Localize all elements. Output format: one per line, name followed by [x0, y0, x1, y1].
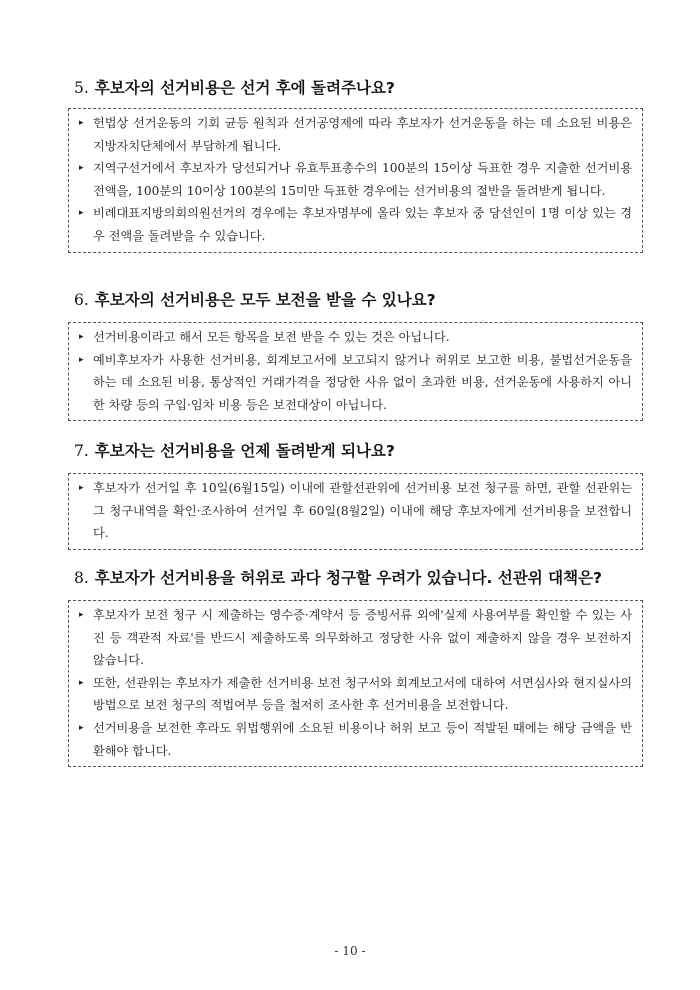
triangle-bullet-icon: ▸ [79, 208, 84, 219]
page-number: - 10 - [334, 944, 366, 958]
answer-item [79, 604, 632, 672]
question-title [74, 78, 643, 98]
answer-item [79, 326, 632, 349]
question-title [74, 290, 643, 310]
answer-text: 지역구선거에서 후보자가 당선되거나 유효투표총수의 100분의 15이상 득표한 경우 지출한 선거비용 전액을, 100분의 10이상 100분의 15미만 득표한 경우에는 선거비용의 절반을 돌려받게 됩니다. [93, 161, 632, 198]
answer-item [79, 349, 632, 417]
triangle-bullet-icon: ▸ [79, 483, 84, 493]
qa-section-5 [68, 78, 643, 253]
triangle-bullet-icon: ▸ [79, 118, 84, 128]
question-number: 8. [74, 569, 89, 587]
answer-text: 비례대표지방의회의원선거의 경우에는 후보자명부에 올라 있는 후보자 중 당선인이 1명 이상 있는 경우 전액을 돌려받을 수 있습니다. [93, 206, 632, 243]
question-text: 후보자는 선거비용을 언제 돌려받게 되나요? [94, 442, 395, 460]
answer-text: 또한, 선관위는 후보자가 제출한 선거비용 보전 청구서와 회계보고서에 대하여 서면심사와 현지실사의 방법으로 보전 청구의 적법여부 등을 철저히 조사한 후 선거비용을 보전합니다. [93, 675, 632, 713]
question-number: 5. [74, 79, 89, 97]
answer-box [68, 322, 643, 421]
triangle-bullet-icon: ▸ [79, 332, 84, 342]
qa-section-6 [68, 290, 643, 421]
answer-item [79, 112, 632, 157]
triangle-bullet-icon: ▸ [79, 722, 84, 733]
answer-text: 예비후보자가 사용한 선거비용, 회계보고서에 보고되지 않거나 허위로 보고한 비용, 불법선거운동을 하는 데 소요된 비용, 통상적인 거래가격을 정당한 사유 없이 초과한 비용, 선거운동에 사용하지 아니한 차량 등의 구입·임차 비용 등은 보전대상이 아닙니다. [93, 352, 632, 412]
triangle-bullet-icon: ▸ [79, 610, 84, 620]
answer-text: 선거비용이라고 해서 모든 항목을 보전 받을 수 있는 것은 아닙니다. [93, 330, 450, 344]
question-number: 6. [74, 291, 89, 309]
answer-text: 후보자가 선거일 후 10일(6월15일) 이내에 관할선관위에 선거비용 보전 청구를 하면, 관할 선관위는 그 청구내역을 확인·조사하여 선거일 후 60일(8월2일) 이내에 해당 후보자에게 선거비용을 보전합니다. [93, 481, 632, 541]
answer-box [68, 600, 643, 767]
answer-box [68, 473, 643, 550]
triangle-bullet-icon: ▸ [79, 354, 84, 365]
answer-item [79, 717, 632, 762]
answer-item [79, 477, 632, 545]
answer-item [79, 672, 632, 717]
question-text: 후보자의 선거비용은 모두 보전을 받을 수 있나요? [94, 291, 436, 309]
triangle-bullet-icon: ▸ [79, 677, 84, 688]
qa-section-7 [68, 441, 643, 550]
answer-text: 후보자가 보전 청구 시 제출하는 영수증·계약서 등 증빙서류 외에'실제 사용여부를 확인할 수 있는 사진 등 객관적 자료'를 반드시 제출하도록 의무화하고 정당한 사유 없이 제출하지 않을 경우 보전하지 않습니다. [93, 608, 632, 668]
question-title [74, 441, 643, 461]
qa-section-8 [68, 568, 643, 767]
question-text: 후보자의 선거비용은 선거 후에 돌려주나요? [94, 79, 395, 97]
question-title [74, 568, 643, 588]
answer-text: 선거비용을 보전한 후라도 위법행위에 소요된 비용이나 허위 보고 등이 적발된 때에는 해당 금액을 반환해야 합니다. [93, 720, 632, 758]
answer-box [68, 108, 643, 253]
answer-text: 헌법상 선거운동의 기회 균등 원칙과 선거공영제에 따라 후보자가 선거운동을 하는 데 소요된 비용은 지방자치단체에서 부담하게 됩니다. [93, 116, 632, 153]
triangle-bullet-icon: ▸ [79, 163, 84, 174]
question-number: 7. [74, 442, 89, 460]
answer-item [79, 202, 632, 247]
answer-item [79, 157, 632, 202]
question-text: 후보자가 선거비용을 허위로 과다 청구할 우려가 있습니다. 선관위 대책은? [94, 569, 603, 587]
